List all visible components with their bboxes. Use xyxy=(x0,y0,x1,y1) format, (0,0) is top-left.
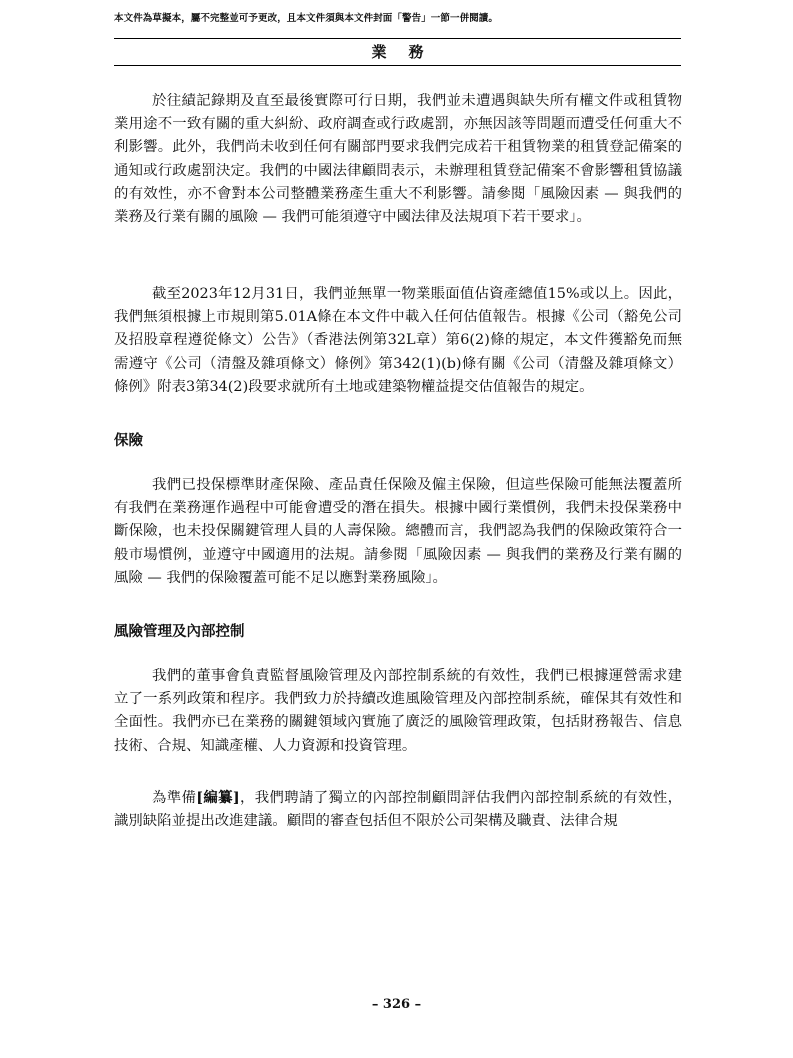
header-rule-top xyxy=(114,38,681,39)
paragraph-risk-management: 我們的董事會負責監督風險管理及內部控制系統的有效性，我們已根據運營需求建立了一系列政策和程序。我們致力於持續改進風險管理及內部控制系統，確保其有效性和全面性。我們亦已在業務的關鍵領域內實施了廣泛的風險管理政策，包括財務報告、信息技術、合規、知識產權、人力資源和投資管理。 xyxy=(114,668,682,754)
page-number: – 326 – xyxy=(371,997,422,1012)
draft-disclaimer: 本文件為草擬本，屬不完整並可予更改，且本文件須與本文件封面「警告」一節一併閱讀。 xyxy=(114,13,499,24)
section-title: 業務 xyxy=(371,43,446,61)
heading-risk-management: 風險管理及內部控制 xyxy=(114,624,245,640)
redacted-marker: [編纂] xyxy=(196,789,240,806)
paragraph-leased-property-compliance: 於往績記錄期及直至最後實際可行日期，我們並未遭遇與缺失所有權文件或租賃物業用途不一致有關的重大糾紛、政府調查或行政處罰，亦無因該等問題而遭受任何重大不利影響。此外，我們尚未收到任何有關部門要求我們完成若干租賃物業的租賃登記備案的通知或行政處罰決定。我們的中國法律顧問表示，未辦理租賃登記備案不會影響租賃協議的有效性，亦不會對本公司整體業務產生重大不利影響。請參閱「風險因素 — 與我們的業務及行業有關的風險 — 我們可能須遵守中國法律及法規項下若干要求」。 xyxy=(114,93,682,226)
paragraph-property-valuation: 截至2023年12月31日，我們並無單一物業賬面值佔資產總值15%或以上。因此，我們無須根據上市規則第5.01A條在本文件中載入任何估值報告。根據《公司（豁免公司及招股章程遵從條文）公告》（香港法例第32L章）第6(2)條的規定，本文件獲豁免而無需遵守《公司（清盤及雜項條文）條例》第342(1)(b)條有關《公司（清盤及雜項條文）條例》附表3第34(2)段要求就所有土地或建築物權益提交估值報告的規定。 xyxy=(114,286,682,395)
heading-insurance: 保險 xyxy=(114,433,143,449)
paragraph-insurance: 我們已投保標準財產保險、產品責任保險及僱主保險，但這些保險可能無法覆蓋所有我們在業務運作過程中可能會遭受的潛在損失。根據中國行業慣例，我們未投保業務中斷保險，也未投保關鍵管理人員的人壽保險。總體而言，我們認為我們的保險政策符合一般市場慣例，並遵守中國適用的法規。請參閱「風險因素 — 與我們的業務及行業有關的風險 — 我們的保險覆蓋可能不足以應對業務風險」。 xyxy=(114,477,682,586)
p5-text-after: ，我們聘請了獨立的內部控制顧問評估我們內部控制系統的有效性，識別缺陷並提出改進建議。顧問的審查包括但不限於公司架構及職責、法律合規 xyxy=(114,790,682,830)
paragraph-internal-control-consultant xyxy=(114,786,682,833)
p5-text-before: 為準備 xyxy=(152,790,197,806)
header-rule-bottom xyxy=(114,65,681,66)
